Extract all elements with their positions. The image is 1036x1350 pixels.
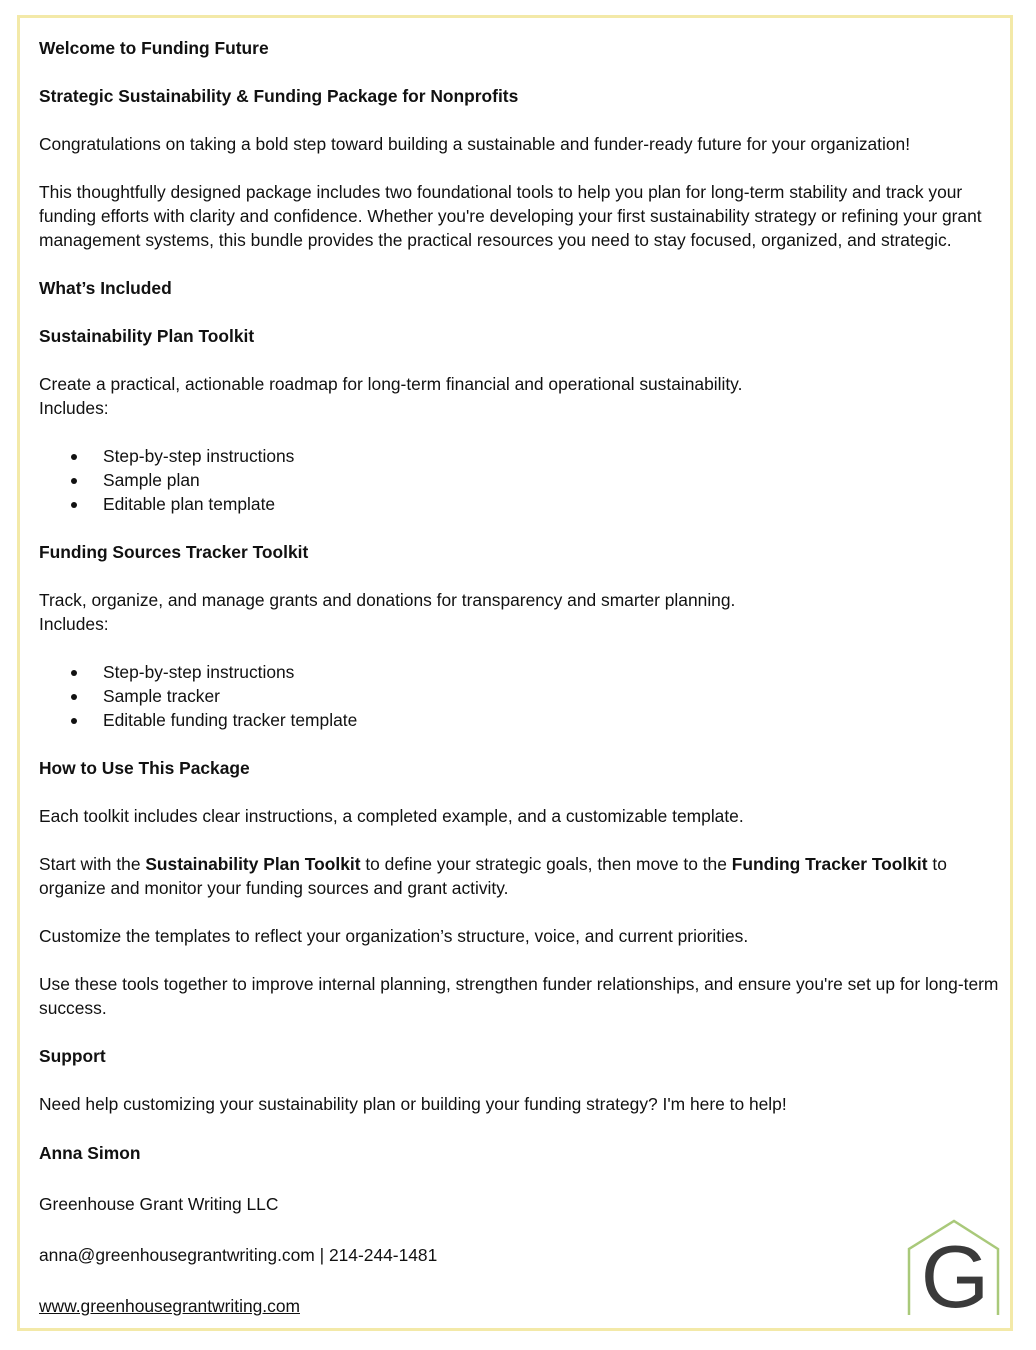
toolkit-1-includes-label: Includes: [39, 398, 109, 418]
howto-p2-text-3: to organize and monitor your funding sources and grant activity. [39, 854, 947, 898]
toolkit-1-description: Create a practical, actionable roadmap for long-term financial and operational sustainability. [39, 374, 743, 394]
website-link[interactable]: www.greenhousegrantwriting.com [39, 1296, 300, 1316]
howto-paragraph-1: Each toolkit includes clear instructions, a completed example, and a customizable template. [39, 806, 744, 826]
howto-paragraph-4: Use these tools together to improve internal planning, strengthen funder relationships, and ensure you're set up for long-term success. [39, 974, 999, 1018]
whats-included-heading: What’s Included [39, 278, 172, 298]
howto-p2-text-1: Start with the [39, 854, 146, 874]
logo-letter: G [920, 1227, 990, 1317]
document-body [39, 36, 999, 1344]
list-item: Sample tracker [103, 684, 999, 708]
greenhouse-logo [905, 1219, 1001, 1317]
signature-company: Greenhouse Grant Writing LLC [39, 1194, 279, 1214]
toolkit-1-title: Sustainability Plan Toolkit [39, 326, 255, 346]
greenhouse-logo-icon [905, 1219, 1001, 1317]
toolkit-2-title: Funding Sources Tracker Toolkit [39, 542, 309, 562]
toolkit-2-includes-label: Includes: [39, 614, 109, 634]
how-to-use-heading: How to Use This Package [39, 758, 250, 778]
list-item: Editable funding tracker template [103, 708, 999, 732]
support-paragraph: Need help customizing your sustainability plan or building your funding strategy? I'm here to help! [39, 1094, 787, 1114]
list-item: Step-by-step instructions [103, 660, 999, 684]
toolkit-2-description: Track, organize, and manage grants and donations for transparency and smarter planning. [39, 590, 736, 610]
list-item: Editable plan template [103, 492, 999, 516]
list-item: Step-by-step instructions [103, 444, 999, 468]
signature-contact: anna@greenhousegrantwriting.com | 214-244-1481 [39, 1245, 438, 1265]
howto-p2-bold-2: Funding Tracker Toolkit [731, 854, 928, 874]
howto-p2-text-2: to define your strategic goals, then move to the [360, 854, 732, 874]
list-item: Sample plan [103, 468, 999, 492]
intro-paragraph: This thoughtfully designed package includes two foundational tools to help you plan for long-term stability and track your funding efforts with clarity and confidence. Whether you're developing your first sustainability strategy or refining your grant management systems, this bundle provides the practical resources you need to stay focused, organized, and strategic. [39, 182, 982, 250]
toolkit-2-list [39, 660, 999, 732]
welcome-heading: Welcome to Funding Future [39, 38, 269, 58]
toolkit-1-list [39, 444, 999, 516]
signature-name: Anna Simon [39, 1143, 141, 1163]
signature-block [39, 1140, 999, 1320]
howto-paragraph-3: Customize the templates to reflect your organization’s structure, voice, and current priorities. [39, 926, 749, 946]
congrats-paragraph: Congratulations on taking a bold step toward building a sustainable and funder-ready future for your organization! [39, 134, 911, 154]
howto-paragraph-2 [39, 852, 999, 900]
package-title: Strategic Sustainability & Funding Package for Nonprofits [39, 86, 519, 106]
support-heading: Support [39, 1046, 106, 1066]
howto-p2-bold-1: Sustainability Plan Toolkit [145, 854, 361, 874]
